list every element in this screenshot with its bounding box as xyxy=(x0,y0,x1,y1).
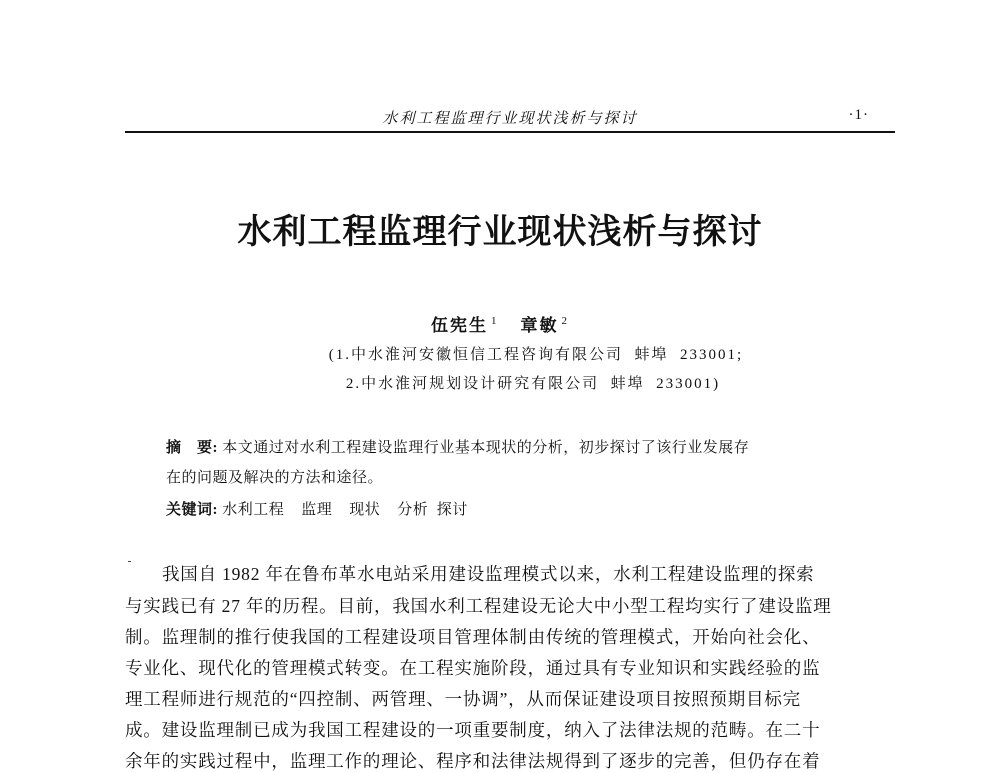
author-list xyxy=(0,311,1000,336)
abstract-text-line-2: 在的问题及解决的方法和途径。 xyxy=(166,470,384,486)
body-paragraph-line: 专业化、现代化的管理模式转变。在工程实施阶段，通过具有专业知识和实践经验的监 xyxy=(125,658,821,678)
running-header-title: 水利工程监理行业现状浅析与探讨 xyxy=(382,111,638,127)
abstract xyxy=(166,436,749,457)
body-paragraph-line: 制。监理制的推行使我国的工程建设项目管理体制由传统的管理模式，开始向社会化、 xyxy=(125,627,821,647)
scan-speck xyxy=(128,561,131,562)
abstract-label: 摘 要: xyxy=(166,440,218,456)
body-paragraph-line: 成。建设监理制已成为我国工程建设的一项重要制度，纳入了法律法规的范畴。在二十 xyxy=(125,720,821,740)
body-paragraph-line: 余年的实践过程中，监理工作的理论、程序和法律法规得到了逐步的完善，但仍存在着 xyxy=(125,751,821,771)
paper-title: 水利工程监理行业现状浅析与探讨 xyxy=(237,214,763,251)
page-number: ·1· xyxy=(848,107,869,123)
keywords-label: 关键词: xyxy=(166,502,218,518)
body-paragraph-line: 与实践已有 27 年的历程。目前，我国水利工程建设无论大中小型工程均实行了建设监理 xyxy=(125,596,832,616)
keywords-text: 水利工程 监理 现状 分析 探讨 xyxy=(218,502,468,518)
author-name: 伍宪生 xyxy=(431,316,488,335)
author-affiliation-mark: 2 xyxy=(561,315,569,328)
author-name: 章敏 xyxy=(520,316,559,335)
affiliation-2: 2.中水淮河规划设计研究有限公司 蚌埠 233001) xyxy=(345,376,721,392)
affiliation-1: (1.中水淮河安徽恒信工程咨询有限公司 蚌埠 233001; xyxy=(328,347,744,363)
keywords xyxy=(166,498,468,519)
author-affiliation-mark: 1 xyxy=(491,315,499,328)
abstract-text-line-1: 本文通过对水利工程建设监理行业基本现状的分析，初步探讨了该行业发展存 xyxy=(218,440,750,456)
body-paragraph-line: 理工程师进行规范的“四控制、两管理、一协调”，从而保证建设项目按照预期目标完 xyxy=(125,689,801,709)
body-paragraph-line: 我国自 1982 年在鲁布革水电站采用建设监理模式以来，水利工程建设监理的探索 xyxy=(162,564,815,584)
running-header xyxy=(125,103,895,133)
